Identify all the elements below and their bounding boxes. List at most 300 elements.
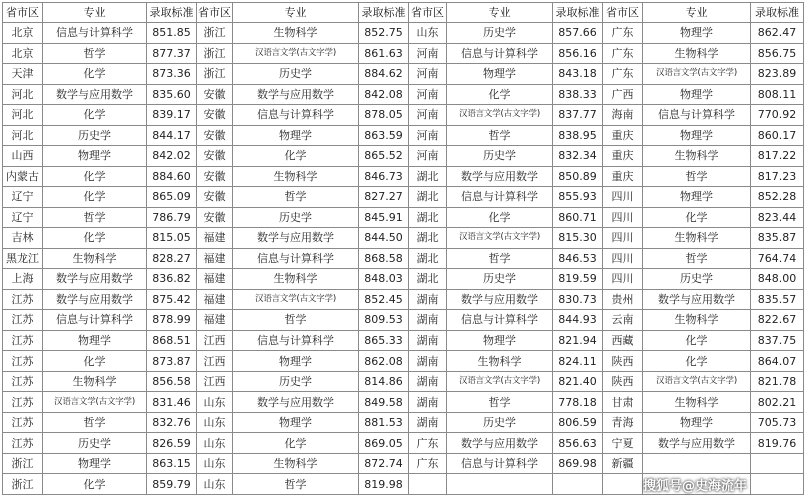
score-cell: 844.93 [553, 310, 603, 331]
score-cell: 821.94 [553, 330, 603, 351]
major-cell: 哲学 [447, 125, 553, 146]
province-cell: 黑龙江 [3, 248, 43, 269]
province-cell: 四川 [603, 269, 643, 290]
major-cell: 物理学 [233, 351, 359, 372]
major-cell: 化学 [43, 64, 147, 85]
major-cell: 生物科学 [233, 453, 359, 474]
score-cell: 821.40 [553, 371, 603, 392]
major-cell: 哲学 [233, 187, 359, 208]
score-cell: 837.77 [553, 105, 603, 126]
province-cell: 浙江 [3, 474, 43, 495]
province-cell: 安徽 [197, 146, 233, 167]
province-cell: 福建 [197, 248, 233, 269]
score-cell: 814.86 [359, 371, 409, 392]
major-cell: 化学 [43, 351, 147, 372]
score-cell: 819.76 [751, 433, 804, 454]
table-row [3, 453, 804, 474]
major-cell: 物理学 [233, 412, 359, 433]
admission-score-table [2, 2, 804, 495]
province-cell: 山东 [197, 412, 233, 433]
province-cell: 河南 [409, 105, 447, 126]
major-cell: 数学与应用数学 [643, 289, 751, 310]
score-cell: 878.05 [359, 105, 409, 126]
major-cell: 汉语言文学(古文字学) [43, 392, 147, 413]
major-cell: 数学与应用数学 [233, 228, 359, 249]
major-cell: 汉语言文学(古文字学) [447, 371, 553, 392]
major-cell: 生物科学 [643, 146, 751, 167]
score-cell: 864.07 [751, 351, 804, 372]
province-cell: 安徽 [197, 166, 233, 187]
province-cell: 西藏 [603, 330, 643, 351]
province-cell: 河北 [3, 105, 43, 126]
score-cell: 860.71 [553, 207, 603, 228]
score-cell: 862.08 [359, 351, 409, 372]
major-header: 专业 [643, 3, 751, 23]
province-cell: 江苏 [3, 433, 43, 454]
major-cell: 物理学 [43, 330, 147, 351]
major-cell: 数学与应用数学 [643, 433, 751, 454]
province-cell: 河北 [3, 84, 43, 105]
score-cell: 873.36 [147, 64, 197, 85]
major-cell: 信息与计算科学 [43, 310, 147, 331]
province-cell: 湖北 [409, 228, 447, 249]
score-cell: 856.75 [751, 43, 804, 64]
major-cell: 信息与计算科学 [643, 105, 751, 126]
major-cell: 数学与应用数学 [233, 392, 359, 413]
province-cell: 湖南 [409, 351, 447, 372]
score-cell: 778.18 [553, 392, 603, 413]
score-cell: 808.11 [751, 84, 804, 105]
score-cell: 844.17 [147, 125, 197, 146]
major-cell: 历史学 [43, 433, 147, 454]
score-cell: 764.74 [751, 248, 804, 269]
province-cell [603, 474, 643, 495]
score-cell: 802.21 [751, 392, 804, 413]
major-cell: 信息与计算科学 [447, 43, 553, 64]
faint-watermark [628, 461, 639, 476]
score-cell [751, 474, 804, 495]
score-cell: 839.17 [147, 105, 197, 126]
major-cell: 数学与应用数学 [43, 269, 147, 290]
score-header: 录取标准 [751, 3, 804, 23]
score-cell: 875.42 [147, 289, 197, 310]
score-cell: 815.05 [147, 228, 197, 249]
score-cell: 817.23 [751, 166, 804, 187]
major-cell: 化学 [43, 166, 147, 187]
province-cell: 安徽 [197, 105, 233, 126]
table-row [3, 289, 804, 310]
score-cell: 823.44 [751, 207, 804, 228]
score-cell: 835.87 [751, 228, 804, 249]
major-cell: 哲学 [233, 310, 359, 331]
table-body [3, 23, 804, 495]
province-cell: 广东 [603, 43, 643, 64]
score-cell: 831.46 [147, 392, 197, 413]
score-cell: 865.52 [359, 146, 409, 167]
province-cell: 湖北 [409, 269, 447, 290]
score-cell: 856.58 [147, 371, 197, 392]
province-cell: 江苏 [3, 310, 43, 331]
score-cell: 850.89 [553, 166, 603, 187]
table-row [3, 207, 804, 228]
table-row [3, 351, 804, 372]
major-cell: 信息与计算科学 [233, 330, 359, 351]
province-cell: 江西 [197, 371, 233, 392]
major-cell: 物理学 [447, 330, 553, 351]
major-cell: 物理学 [233, 125, 359, 146]
province-cell: 辽宁 [3, 207, 43, 228]
score-cell: 838.95 [553, 125, 603, 146]
province-cell: 广东 [409, 453, 447, 474]
province-cell: 安徽 [197, 125, 233, 146]
score-cell: 842.02 [147, 146, 197, 167]
table-row [3, 248, 804, 269]
score-cell: 844.50 [359, 228, 409, 249]
score-cell: 851.85 [147, 23, 197, 44]
score-cell: 835.60 [147, 84, 197, 105]
table-row [3, 392, 804, 413]
score-cell: 832.76 [147, 412, 197, 433]
score-cell: 824.11 [553, 351, 603, 372]
major-header: 专业 [233, 3, 359, 23]
score-cell: 830.73 [553, 289, 603, 310]
major-cell: 化学 [233, 433, 359, 454]
score-cell: 865.33 [359, 330, 409, 351]
major-cell: 物理学 [643, 84, 751, 105]
province-cell: 内蒙古 [3, 166, 43, 187]
score-header: 录取标准 [553, 3, 603, 23]
major-cell: 物理学 [43, 146, 147, 167]
province-cell: 广东 [603, 64, 643, 85]
province-cell: 上海 [3, 269, 43, 290]
province-cell: 湖北 [409, 207, 447, 228]
major-cell: 化学 [643, 351, 751, 372]
table-row [3, 146, 804, 167]
score-cell: 856.63 [553, 433, 603, 454]
score-cell: 848.00 [751, 269, 804, 290]
source-watermark: 搜狐号@史海流年 [642, 479, 747, 494]
province-cell: 湖北 [409, 248, 447, 269]
province-cell: 河南 [409, 43, 447, 64]
score-cell: 852.45 [359, 289, 409, 310]
major-cell: 化学 [43, 228, 147, 249]
major-cell: 生物科学 [233, 23, 359, 44]
major-cell: 哲学 [233, 474, 359, 495]
table-row [3, 23, 804, 44]
major-cell: 历史学 [643, 269, 751, 290]
province-cell: 陕西 [603, 351, 643, 372]
table-row [3, 84, 804, 105]
province-cell: 山东 [197, 453, 233, 474]
major-cell: 化学 [43, 187, 147, 208]
province-cell: 贵州 [603, 289, 643, 310]
province-header: 省市区 [197, 3, 233, 23]
major-cell: 物理学 [643, 187, 751, 208]
province-cell: 四川 [603, 187, 643, 208]
province-cell: 福建 [197, 269, 233, 290]
table-row [3, 187, 804, 208]
province-cell: 山东 [409, 23, 447, 44]
score-cell: 705.73 [751, 412, 804, 433]
province-cell: 广东 [603, 23, 643, 44]
province-header: 省市区 [603, 3, 643, 23]
province-cell [409, 474, 447, 495]
province-cell: 江苏 [3, 412, 43, 433]
province-cell: 湖南 [409, 330, 447, 351]
major-cell: 信息与计算科学 [447, 453, 553, 474]
score-cell: 846.53 [553, 248, 603, 269]
major-cell: 信息与计算科学 [233, 105, 359, 126]
province-cell: 江苏 [3, 392, 43, 413]
major-cell: 化学 [447, 207, 553, 228]
major-cell: 生物科学 [233, 166, 359, 187]
major-cell: 哲学 [43, 43, 147, 64]
province-cell: 浙江 [197, 64, 233, 85]
header-row [3, 3, 804, 23]
score-cell: 836.82 [147, 269, 197, 290]
table-row [3, 228, 804, 249]
province-cell: 青海 [603, 412, 643, 433]
province-header: 省市区 [3, 3, 43, 23]
major-cell: 哲学 [447, 392, 553, 413]
major-cell: 历史学 [233, 64, 359, 85]
score-cell: 821.78 [751, 371, 804, 392]
table-row [3, 269, 804, 290]
major-header: 专业 [43, 3, 147, 23]
province-cell: 四川 [603, 207, 643, 228]
score-header: 录取标准 [359, 3, 409, 23]
province-cell: 海南 [603, 105, 643, 126]
major-cell: 数学与应用数学 [43, 84, 147, 105]
major-cell: 生物科学 [233, 269, 359, 290]
province-cell: 福建 [197, 289, 233, 310]
major-cell: 生物科学 [43, 248, 147, 269]
province-cell: 河南 [409, 84, 447, 105]
major-cell: 物理学 [643, 23, 751, 44]
score-cell: 819.59 [553, 269, 603, 290]
province-cell: 河南 [409, 125, 447, 146]
table-row [3, 330, 804, 351]
province-cell: 山东 [197, 474, 233, 495]
province-cell: 北京 [3, 23, 43, 44]
table-row [3, 166, 804, 187]
score-cell: 872.74 [359, 453, 409, 474]
score-cell [751, 453, 804, 474]
score-cell: 857.66 [553, 23, 603, 44]
major-cell [447, 474, 553, 495]
province-cell: 辽宁 [3, 187, 43, 208]
major-cell: 历史学 [447, 146, 553, 167]
province-cell: 天津 [3, 64, 43, 85]
major-cell: 历史学 [447, 23, 553, 44]
province-cell: 江苏 [3, 351, 43, 372]
score-cell: 877.37 [147, 43, 197, 64]
province-cell: 湖南 [409, 310, 447, 331]
major-cell: 哲学 [43, 412, 147, 433]
province-cell: 福建 [197, 310, 233, 331]
province-cell: 浙江 [197, 23, 233, 44]
score-cell: 855.93 [553, 187, 603, 208]
province-cell: 甘肃 [603, 392, 643, 413]
major-cell: 信息与计算科学 [43, 23, 147, 44]
score-cell: 865.09 [147, 187, 197, 208]
major-cell: 汉语言文学(古文字学) [447, 228, 553, 249]
province-cell: 江苏 [3, 289, 43, 310]
score-cell: 837.75 [751, 330, 804, 351]
table-row [3, 412, 804, 433]
major-header: 专业 [447, 3, 553, 23]
province-header: 省市区 [409, 3, 447, 23]
table-row [3, 310, 804, 331]
score-cell: 861.63 [359, 43, 409, 64]
province-cell: 四川 [603, 228, 643, 249]
province-cell: 重庆 [603, 146, 643, 167]
table-row [3, 64, 804, 85]
major-cell: 数学与应用数学 [43, 289, 147, 310]
score-cell: 863.59 [359, 125, 409, 146]
major-cell: 化学 [233, 146, 359, 167]
province-cell: 浙江 [3, 453, 43, 474]
score-cell: 849.58 [359, 392, 409, 413]
province-cell: 陕西 [603, 371, 643, 392]
major-cell: 数学与应用数学 [447, 289, 553, 310]
province-cell: 山西 [3, 146, 43, 167]
score-cell: 862.47 [751, 23, 804, 44]
major-cell: 历史学 [233, 207, 359, 228]
province-cell: 河北 [3, 125, 43, 146]
province-cell: 安徽 [197, 187, 233, 208]
score-cell: 868.51 [147, 330, 197, 351]
major-cell: 生物科学 [447, 351, 553, 372]
score-cell: 786.79 [147, 207, 197, 228]
province-cell: 云南 [603, 310, 643, 331]
major-cell: 哲学 [643, 248, 751, 269]
score-cell: 852.75 [359, 23, 409, 44]
major-cell: 生物科学 [643, 392, 751, 413]
province-cell: 广东 [409, 433, 447, 454]
major-cell: 化学 [43, 474, 147, 495]
major-cell: 哲学 [447, 248, 553, 269]
major-cell: 汉语言文学(古文字学) [447, 105, 553, 126]
score-cell: 884.60 [147, 166, 197, 187]
major-cell: 汉语言文学(古文字学) [233, 289, 359, 310]
score-cell: 868.58 [359, 248, 409, 269]
province-cell: 安徽 [197, 84, 233, 105]
province-cell: 重庆 [603, 166, 643, 187]
province-cell: 福建 [197, 228, 233, 249]
major-cell: 汉语言文学(古文字学) [643, 371, 751, 392]
score-cell: 878.99 [147, 310, 197, 331]
province-cell: 新疆 [603, 453, 643, 474]
province-cell: 江西 [197, 351, 233, 372]
major-cell: 物理学 [447, 64, 553, 85]
province-cell: 河南 [409, 64, 447, 85]
major-cell: 历史学 [233, 371, 359, 392]
major-cell: 信息与计算科学 [447, 310, 553, 331]
score-cell: 881.53 [359, 412, 409, 433]
major-cell: 生物科学 [43, 371, 147, 392]
major-cell: 物理学 [643, 125, 751, 146]
province-cell: 四川 [603, 248, 643, 269]
province-cell: 江苏 [3, 371, 43, 392]
major-cell: 化学 [447, 84, 553, 105]
major-cell: 汉语言文学(古文字学) [233, 43, 359, 64]
score-cell: 815.30 [553, 228, 603, 249]
major-cell: 历史学 [447, 412, 553, 433]
score-cell: 827.27 [359, 187, 409, 208]
score-cell: 845.91 [359, 207, 409, 228]
table-row [3, 105, 804, 126]
score-cell: 869.05 [359, 433, 409, 454]
province-cell: 湖北 [409, 166, 447, 187]
province-cell: 江苏 [3, 330, 43, 351]
score-cell: 846.73 [359, 166, 409, 187]
major-cell: 数学与应用数学 [447, 433, 553, 454]
province-cell: 广西 [603, 84, 643, 105]
major-cell: 数学与应用数学 [447, 166, 553, 187]
province-cell: 山东 [197, 392, 233, 413]
score-cell: 819.98 [359, 474, 409, 495]
province-cell: 河南 [409, 146, 447, 167]
major-cell: 信息与计算科学 [233, 248, 359, 269]
province-cell: 湖南 [409, 371, 447, 392]
score-cell: 823.89 [751, 64, 804, 85]
major-cell: 化学 [43, 105, 147, 126]
province-cell: 湖南 [409, 412, 447, 433]
major-cell: 生物科学 [643, 43, 751, 64]
table-row [3, 125, 804, 146]
major-cell: 哲学 [643, 166, 751, 187]
province-cell: 湖南 [409, 289, 447, 310]
province-cell: 北京 [3, 43, 43, 64]
province-cell: 宁夏 [603, 433, 643, 454]
score-cell: 770.92 [751, 105, 804, 126]
score-cell: 884.62 [359, 64, 409, 85]
score-cell: 822.67 [751, 310, 804, 331]
major-cell [643, 453, 751, 474]
province-cell: 江西 [197, 330, 233, 351]
major-cell: 物理学 [643, 412, 751, 433]
major-cell: 物理学 [43, 453, 147, 474]
score-cell: 860.17 [751, 125, 804, 146]
score-cell: 843.18 [553, 64, 603, 85]
major-cell: 数学与应用数学 [233, 84, 359, 105]
major-cell: 化学 [643, 330, 751, 351]
major-cell: 生物科学 [643, 310, 751, 331]
major-cell: 汉语言文学(古文字学) [643, 64, 751, 85]
score-cell: 826.59 [147, 433, 197, 454]
table-row [3, 433, 804, 454]
score-header: 录取标准 [147, 3, 197, 23]
province-cell: 山东 [197, 433, 233, 454]
score-cell: 856.16 [553, 43, 603, 64]
score-cell: 806.59 [553, 412, 603, 433]
score-cell: 842.08 [359, 84, 409, 105]
province-cell: 浙江 [197, 43, 233, 64]
major-cell: 历史学 [43, 125, 147, 146]
province-cell: 安徽 [197, 207, 233, 228]
major-cell: 哲学 [43, 207, 147, 228]
score-cell: 859.79 [147, 474, 197, 495]
score-cell: 835.57 [751, 289, 804, 310]
table-row [3, 43, 804, 64]
province-cell: 湖南 [409, 392, 447, 413]
score-cell: 852.28 [751, 187, 804, 208]
score-cell: 828.27 [147, 248, 197, 269]
table-row [3, 371, 804, 392]
province-cell: 重庆 [603, 125, 643, 146]
province-cell: 吉林 [3, 228, 43, 249]
